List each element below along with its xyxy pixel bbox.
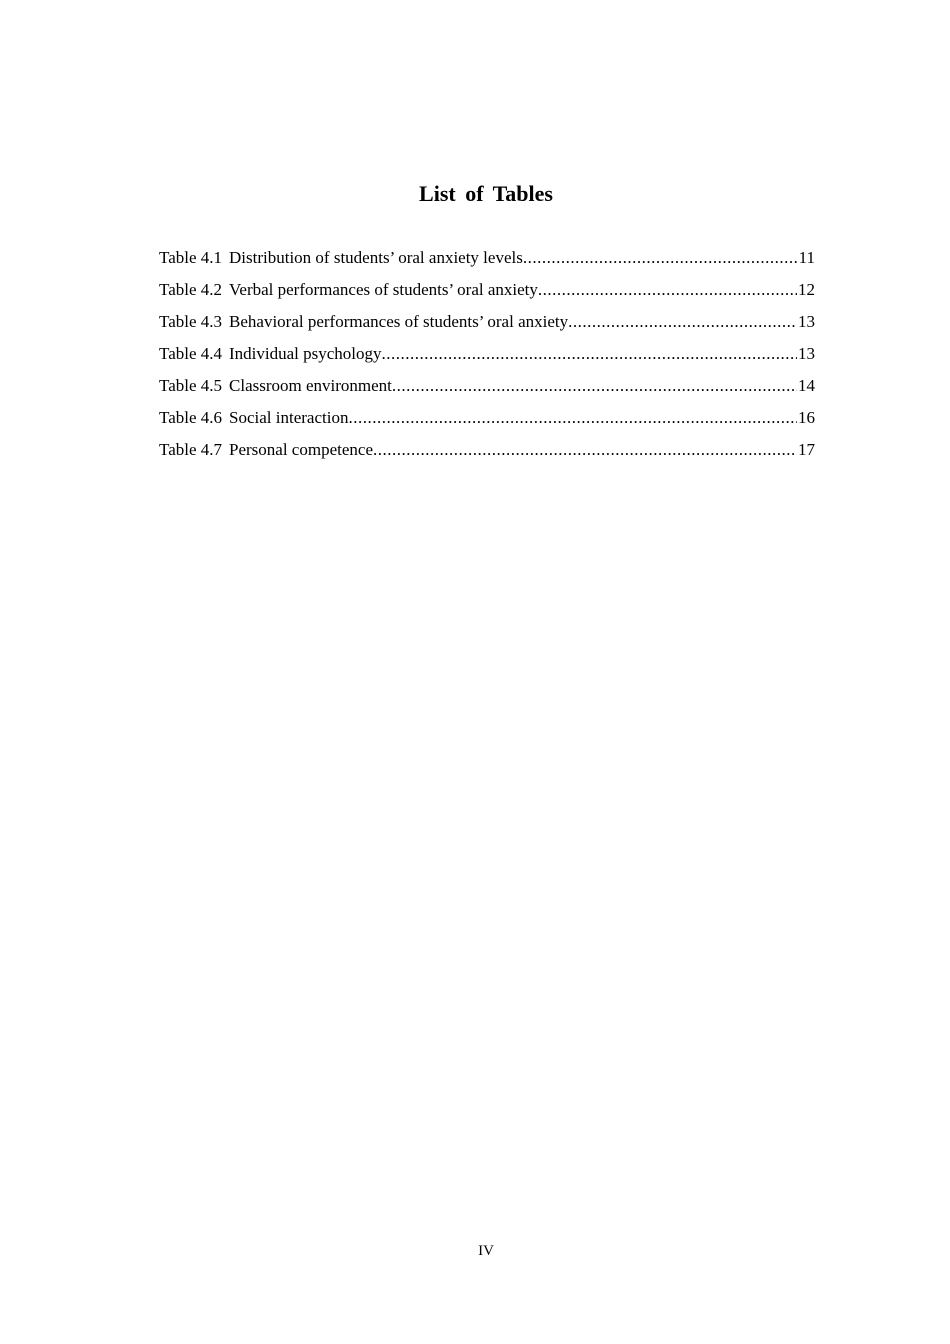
dot-leader — [568, 312, 797, 332]
table-number: Table 4.5 — [159, 376, 223, 395]
toc-entry[interactable] — [159, 376, 815, 408]
table-title: Social interaction — [229, 408, 349, 427]
page-title: List of Tables — [419, 181, 553, 206]
table-number: Table 4.4 — [159, 344, 223, 363]
dot-leader — [382, 344, 797, 364]
dot-leader — [373, 440, 797, 460]
toc-entry[interactable] — [159, 408, 815, 440]
dot-leader — [392, 376, 797, 396]
table-title: Personal competence — [229, 440, 373, 459]
table-title: Individual psychology — [229, 344, 382, 363]
table-number: Table 4.2 — [159, 280, 223, 299]
page-number: 13 — [798, 344, 815, 363]
list-of-tables — [159, 248, 815, 472]
table-number: Table 4.7 — [159, 440, 223, 459]
table-number: Table 4.6 — [159, 408, 223, 427]
table-number: Table 4.3 — [159, 312, 223, 331]
page-number: 11 — [798, 248, 815, 267]
table-title: Verbal performances of students’ oral anxiety — [229, 280, 538, 299]
page-number: 17 — [798, 440, 815, 459]
page-number: 16 — [798, 408, 815, 427]
dot-leader — [523, 248, 798, 268]
table-title: Behavioral performances of students’ oral anxiety — [229, 312, 569, 331]
page-footer-number: IV — [478, 1243, 494, 1259]
toc-entry[interactable] — [159, 344, 815, 376]
page-number: 12 — [798, 280, 815, 299]
table-title: Classroom environment — [229, 376, 392, 395]
toc-entry[interactable] — [159, 248, 815, 280]
page-number: 14 — [798, 376, 815, 395]
page-number: 13 — [798, 312, 815, 331]
toc-entry[interactable] — [159, 440, 815, 472]
table-number: Table 4.1 — [159, 248, 223, 267]
toc-entry[interactable] — [159, 312, 815, 344]
table-title: Distribution of students’ oral anxiety levels — [229, 248, 523, 267]
toc-entry[interactable] — [159, 280, 815, 312]
dot-leader — [538, 280, 797, 300]
dot-leader — [348, 408, 797, 428]
